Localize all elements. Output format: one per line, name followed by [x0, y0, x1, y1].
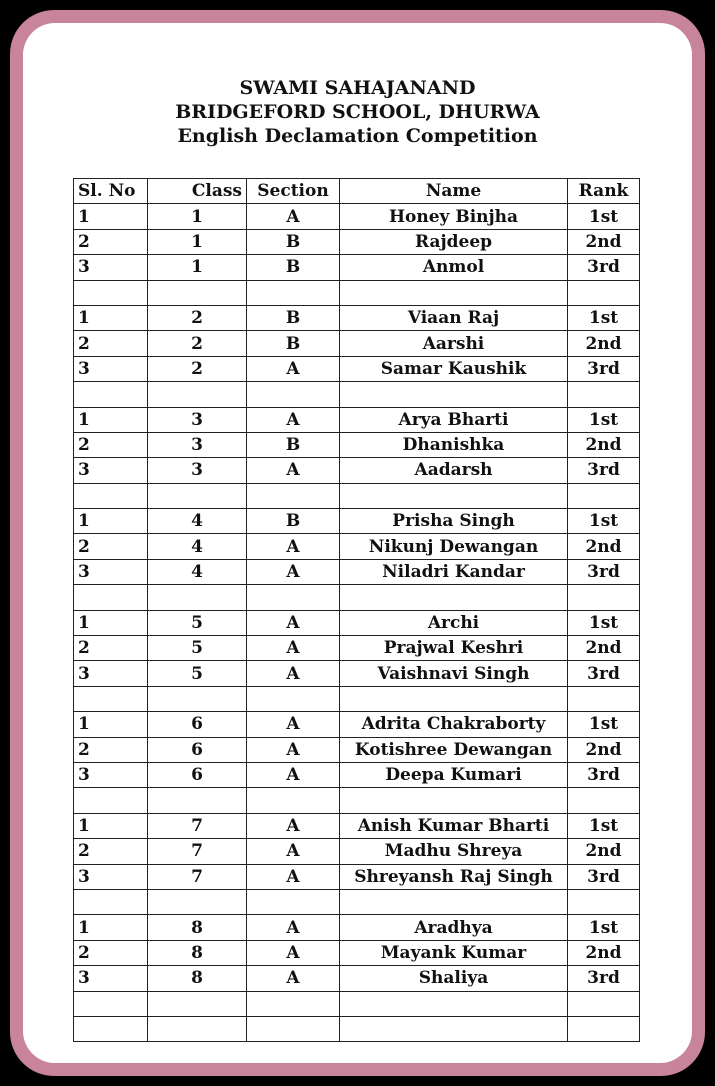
name-cell: [340, 991, 568, 1016]
class-cell: 8: [148, 940, 247, 965]
table-row: [74, 966, 640, 991]
rank-cell: [568, 585, 640, 610]
competition-title: English Declamation Competition: [177, 125, 538, 147]
slno-cell: 1: [74, 610, 148, 635]
class-cell: 4: [148, 534, 247, 559]
rank-cell: 3rd: [568, 661, 640, 686]
rank-cell: [568, 686, 640, 711]
rank-cell: 2nd: [568, 331, 640, 356]
slno-cell: 2: [74, 737, 148, 762]
rank-cell: [568, 991, 640, 1016]
table-row: [74, 229, 640, 254]
class-cell: 8: [148, 966, 247, 991]
rank-cell: 3rd: [568, 762, 640, 787]
table-row: [74, 280, 640, 305]
slno-cell: 3: [74, 864, 148, 889]
section-cell: B: [247, 331, 340, 356]
table-row: [74, 204, 640, 229]
name-cell: Deepa Kumari: [340, 762, 568, 787]
slno-cell: 3: [74, 966, 148, 991]
name-cell: [340, 788, 568, 813]
header-slno: Sl. No: [74, 179, 148, 204]
class-cell: 1: [148, 255, 247, 280]
class-cell: [148, 483, 247, 508]
table-row: [74, 585, 640, 610]
section-cell: A: [247, 762, 340, 787]
section-cell: A: [247, 940, 340, 965]
rank-cell: [568, 1016, 640, 1041]
slno-cell: 1: [74, 509, 148, 534]
table-row: [74, 255, 640, 280]
section-cell: A: [247, 966, 340, 991]
section-cell: A: [247, 559, 340, 584]
rank-cell: [568, 280, 640, 305]
table-row: [74, 839, 640, 864]
slno-cell: 2: [74, 839, 148, 864]
table-row: [74, 940, 640, 965]
name-cell: Mayank Kumar: [340, 940, 568, 965]
section-cell: A: [247, 636, 340, 661]
slno-cell: [74, 1016, 148, 1041]
section-cell: A: [247, 813, 340, 838]
table-row: [74, 712, 640, 737]
name-cell: [340, 280, 568, 305]
rank-cell: 3rd: [568, 559, 640, 584]
table-row: [74, 991, 640, 1016]
name-cell: Adrita Chakraborty: [340, 712, 568, 737]
section-cell: [247, 280, 340, 305]
name-cell: [340, 1016, 568, 1041]
class-cell: 5: [148, 661, 247, 686]
name-cell: Samar Kaushik: [340, 356, 568, 381]
slno-cell: 2: [74, 229, 148, 254]
table-header-row: [74, 179, 640, 204]
rank-cell: 3rd: [568, 864, 640, 889]
school-name-line2: BRIDGEFORD SCHOOL, DHURWA: [175, 101, 540, 123]
class-cell: 6: [148, 762, 247, 787]
table-row: [74, 559, 640, 584]
slno-cell: 2: [74, 331, 148, 356]
rank-cell: 3rd: [568, 356, 640, 381]
slno-cell: 1: [74, 712, 148, 737]
table-row: [74, 458, 640, 483]
slno-cell: 2: [74, 940, 148, 965]
slno-cell: 2: [74, 432, 148, 457]
header-name: Name: [340, 179, 568, 204]
table-row: [74, 483, 640, 508]
slno-cell: 2: [74, 534, 148, 559]
rank-cell: 2nd: [568, 839, 640, 864]
name-cell: Honey Binjha: [340, 204, 568, 229]
name-cell: Shreyansh Raj Singh: [340, 864, 568, 889]
rank-cell: 3rd: [568, 966, 640, 991]
class-cell: 4: [148, 509, 247, 534]
table-row: [74, 915, 640, 940]
table-row: [74, 382, 640, 407]
name-cell: [340, 889, 568, 914]
name-cell: [340, 585, 568, 610]
table-row: [74, 1016, 640, 1041]
name-cell: Viaan Raj: [340, 305, 568, 330]
section-cell: B: [247, 509, 340, 534]
name-cell: Aadarsh: [340, 458, 568, 483]
slno-cell: [74, 585, 148, 610]
document-page: [23, 23, 692, 1063]
name-cell: Madhu Shreya: [340, 839, 568, 864]
table-row: [74, 534, 640, 559]
class-cell: 2: [148, 305, 247, 330]
section-cell: A: [247, 737, 340, 762]
class-cell: 7: [148, 864, 247, 889]
section-cell: A: [247, 915, 340, 940]
section-cell: A: [247, 356, 340, 381]
name-cell: Aarshi: [340, 331, 568, 356]
rank-cell: 2nd: [568, 636, 640, 661]
rank-cell: [568, 483, 640, 508]
slno-cell: 2: [74, 636, 148, 661]
slno-cell: [74, 686, 148, 711]
class-cell: 1: [148, 204, 247, 229]
name-cell: Aradhya: [340, 915, 568, 940]
class-cell: 6: [148, 737, 247, 762]
section-cell: A: [247, 661, 340, 686]
rank-cell: 1st: [568, 610, 640, 635]
section-cell: A: [247, 458, 340, 483]
table-row: [74, 661, 640, 686]
name-cell: [340, 686, 568, 711]
section-cell: B: [247, 255, 340, 280]
slno-cell: [74, 889, 148, 914]
section-cell: [247, 991, 340, 1016]
header-class: Class: [148, 179, 247, 204]
class-cell: [148, 991, 247, 1016]
rank-cell: 1st: [568, 712, 640, 737]
section-cell: [247, 585, 340, 610]
document-header: [23, 76, 692, 148]
class-cell: 2: [148, 356, 247, 381]
slno-cell: 1: [74, 305, 148, 330]
name-cell: Kotishree Dewangan: [340, 737, 568, 762]
school-name-line1: SWAMI SAHAJANAND: [239, 77, 476, 99]
class-cell: [148, 889, 247, 914]
class-cell: 4: [148, 559, 247, 584]
header-section: Section: [247, 179, 340, 204]
name-cell: Vaishnavi Singh: [340, 661, 568, 686]
section-cell: A: [247, 407, 340, 432]
table-row: [74, 813, 640, 838]
rank-cell: 3rd: [568, 255, 640, 280]
class-cell: [148, 280, 247, 305]
name-cell: [340, 382, 568, 407]
class-cell: [148, 788, 247, 813]
section-cell: [247, 788, 340, 813]
slno-cell: 3: [74, 661, 148, 686]
name-cell: Rajdeep: [340, 229, 568, 254]
class-cell: [148, 686, 247, 711]
table-row: [74, 331, 640, 356]
class-cell: 2: [148, 331, 247, 356]
slno-cell: [74, 788, 148, 813]
section-cell: A: [247, 610, 340, 635]
section-cell: A: [247, 839, 340, 864]
section-cell: B: [247, 432, 340, 457]
class-cell: 3: [148, 458, 247, 483]
rank-cell: 1st: [568, 813, 640, 838]
slno-cell: 3: [74, 762, 148, 787]
name-cell: Anmol: [340, 255, 568, 280]
rank-cell: 2nd: [568, 229, 640, 254]
table-row: [74, 737, 640, 762]
name-cell: Niladri Kandar: [340, 559, 568, 584]
rank-cell: 1st: [568, 915, 640, 940]
class-cell: 1: [148, 229, 247, 254]
table-row: [74, 686, 640, 711]
name-cell: Dhanishka: [340, 432, 568, 457]
rank-cell: [568, 788, 640, 813]
table-body: [74, 204, 640, 1042]
name-cell: Nikunj Dewangan: [340, 534, 568, 559]
name-cell: Prisha Singh: [340, 509, 568, 534]
class-cell: 5: [148, 610, 247, 635]
slno-cell: 1: [74, 204, 148, 229]
table-row: [74, 762, 640, 787]
class-cell: 6: [148, 712, 247, 737]
name-cell: Anish Kumar Bharti: [340, 813, 568, 838]
name-cell: Shaliya: [340, 966, 568, 991]
section-cell: B: [247, 229, 340, 254]
table-row: [74, 610, 640, 635]
section-cell: A: [247, 712, 340, 737]
table-row: [74, 305, 640, 330]
rank-cell: 2nd: [568, 940, 640, 965]
rank-cell: 2nd: [568, 432, 640, 457]
slno-cell: 1: [74, 915, 148, 940]
rank-cell: 1st: [568, 407, 640, 432]
slno-cell: 3: [74, 255, 148, 280]
table-row: [74, 432, 640, 457]
class-cell: [148, 1016, 247, 1041]
rank-cell: 3rd: [568, 458, 640, 483]
table-row: [74, 864, 640, 889]
results-table: [73, 178, 640, 1042]
slno-cell: 1: [74, 813, 148, 838]
class-cell: 8: [148, 915, 247, 940]
class-cell: 7: [148, 839, 247, 864]
slno-cell: 3: [74, 458, 148, 483]
slno-cell: [74, 991, 148, 1016]
rank-cell: 1st: [568, 305, 640, 330]
slno-cell: [74, 483, 148, 508]
table-row: [74, 407, 640, 432]
slno-cell: 3: [74, 559, 148, 584]
section-cell: A: [247, 534, 340, 559]
name-cell: Prajwal Keshri: [340, 636, 568, 661]
rank-cell: [568, 382, 640, 407]
section-cell: [247, 889, 340, 914]
section-cell: [247, 1016, 340, 1041]
rank-cell: 2nd: [568, 534, 640, 559]
section-cell: A: [247, 204, 340, 229]
class-cell: 5: [148, 636, 247, 661]
slno-cell: 1: [74, 407, 148, 432]
section-cell: [247, 686, 340, 711]
header-rank: Rank: [568, 179, 640, 204]
class-cell: 7: [148, 813, 247, 838]
slno-cell: [74, 280, 148, 305]
section-cell: [247, 382, 340, 407]
class-cell: 3: [148, 432, 247, 457]
table-row: [74, 788, 640, 813]
table-row: [74, 636, 640, 661]
section-cell: [247, 483, 340, 508]
class-cell: [148, 382, 247, 407]
name-cell: [340, 483, 568, 508]
section-cell: B: [247, 305, 340, 330]
rank-cell: 1st: [568, 204, 640, 229]
name-cell: Archi: [340, 610, 568, 635]
class-cell: [148, 585, 247, 610]
slno-cell: [74, 382, 148, 407]
table-row: [74, 356, 640, 381]
rank-cell: [568, 889, 640, 914]
table-row: [74, 889, 640, 914]
class-cell: 3: [148, 407, 247, 432]
slno-cell: 3: [74, 356, 148, 381]
rank-cell: 2nd: [568, 737, 640, 762]
table-row: [74, 509, 640, 534]
name-cell: Arya Bharti: [340, 407, 568, 432]
rank-cell: 1st: [568, 509, 640, 534]
section-cell: A: [247, 864, 340, 889]
